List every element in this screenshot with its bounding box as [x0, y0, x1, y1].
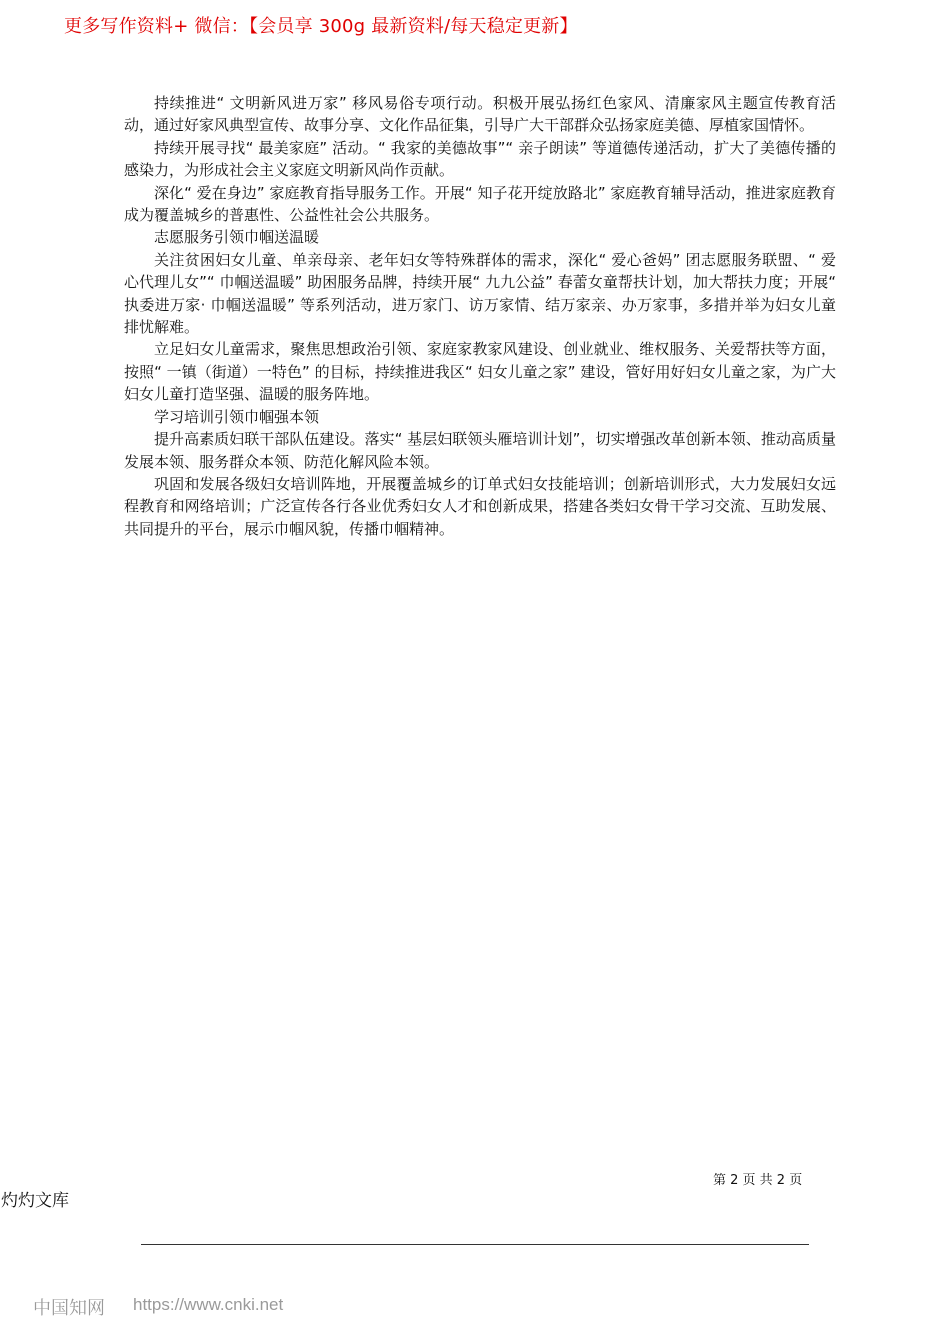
section-heading: 学习培训引领巾帼强本领: [154, 407, 320, 426]
paragraph: 立足妇女儿童需求，聚焦思想政治引领、家庭家教家风建设、创业就业、维权服务、关爱帮扶等方面，按照“ 一镇（街道）一特色” 的目标，持续推进我区“ 妇女儿童之家” 建设，管好用好妇女儿童之家，为广大妇女儿童打造坚强、温暖的服务阵地。: [124, 340, 836, 404]
paragraph: 持续开展寻找“ 最美家庭” 活动。“ 我家的美德故事”“ 亲子朗读” 等道德传递活动，扩大了美德传播的感染力，为形成社会主义家庭文明新风尚作贡献。: [124, 138, 836, 180]
document-body: [124, 92, 836, 540]
paragraph: 深化“ 爱在身边” 家庭教育指导服务工作。开展“ 知子花开绽放路北” 家庭教育辅导活动，推进家庭教育成为覆盖城乡的普惠性、公益性社会公共服务。: [124, 183, 836, 225]
section-heading: 志愿服务引领巾帼送温暖: [154, 228, 320, 247]
watermark-brand: 中国知网: [33, 1298, 105, 1319]
paragraph: 持续推进“ 文明新风进万家” 移风易俗专项行动。积极开展弘扬红色家风、清廉家风主题宣传教育活动，通过好家风典型宣传、故事分享、文化作品征集，引导广大干部群众弘扬家庭美德、厚植家国情怀。: [124, 94, 836, 135]
footer-divider: [141, 1244, 809, 1245]
paragraph: 关注贫困妇女儿童、单亲母亲、老年妇女等特殊群体的需求，深化“ 爱心爸妈” 团志愿服务联盟、“ 爱心代理儿女”“ 巾帼送温暖” 助困服务品牌，持续开展“ 九九公益” 春蕾女童帮扶计划，加大帮扶力度；开展“ 执委进万家· 巾帼送温暖” 等系列活动，进万家门、访万家情、结万家亲、办万家事，多措并举为妇女儿童排忧解难。: [124, 250, 836, 337]
paragraph: 巩固和发展各级妇女培训阵地，开展覆盖城乡的订单式妇女技能培训；创新培训形式，大力发展妇女远程教育和网络培训；广泛宣传各行各业优秀妇女人才和创新成果，搭建各类妇女骨干学习交流、互助发展、共同提升的平台，展示巾帼风貌，传播巾帼精神。: [124, 474, 836, 538]
promo-banner: 更多写作资料+ 微信：【会员享 300g 最新资料/每天稳定更新】: [64, 16, 578, 37]
paragraph: 提升高素质妇联干部队伍建设。落实“ 基层妇联领头雁培训计划”，切实增强改革创新本领、推动高质量发展本领、服务群众本领、防范化解风险本领。: [124, 430, 836, 471]
page-number: 第 2 页 共 2 页: [713, 1173, 803, 1188]
library-name: 灼灼文库: [1, 1191, 69, 1211]
watermark-url[interactable]: https://www.cnki.net: [133, 1295, 284, 1314]
